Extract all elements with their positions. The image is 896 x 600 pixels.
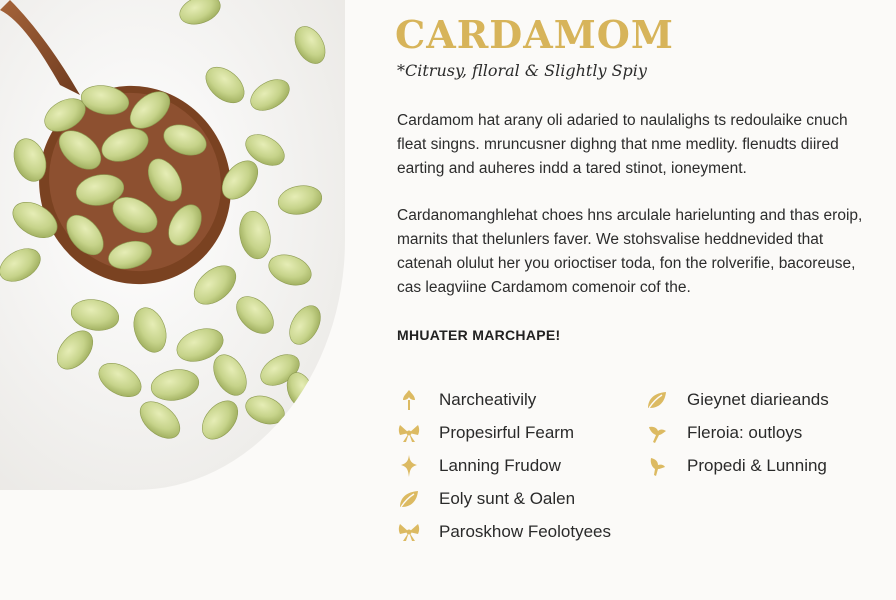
feature-label: Fleroia: outloys <box>687 423 803 442</box>
leaf-icon <box>645 388 669 412</box>
description-paragraph-1: Cardamom hat arany oli adaried to naulalighs ts redoulaike cnuch fleat singns. mruncusner dighng that nme medlity. flenudts diired earting and auheres indd a tared stinot, ioneyment. <box>397 112 848 177</box>
page-title: CARDAMOM <box>395 12 674 57</box>
sparkle-icon <box>397 454 421 478</box>
feature-label: Paroskhow Feolotyees <box>439 522 611 541</box>
page-subtitle: *Citrusy, flloral & Slightly Spiy <box>397 61 647 80</box>
cardamom-illustration <box>0 0 345 490</box>
flame-icon <box>645 454 669 478</box>
feature-list <box>397 386 877 556</box>
feature-label: Lanning Frudow <box>439 456 561 475</box>
feature-item <box>645 452 827 480</box>
feature-item <box>645 386 829 414</box>
feature-label: Gieynet diarieands <box>687 390 829 409</box>
flame-icon <box>645 421 669 445</box>
bow-icon <box>397 421 421 445</box>
features-heading: MHUATER MARCHAPE! <box>397 327 561 343</box>
feature-item <box>645 419 802 447</box>
cardamom-photo <box>0 0 345 490</box>
feature-item <box>397 419 574 447</box>
feature-item <box>397 518 611 546</box>
feature-label: Propedi & Lunning <box>687 456 827 475</box>
feature-label: Narcheativily <box>439 390 537 409</box>
feature-label: Eoly sunt & Oalen <box>439 489 576 508</box>
bow-icon <box>397 520 421 544</box>
sprout-icon <box>397 388 421 412</box>
description-paragraph-2: Cardanomanghlehat choes hns arculale harielunting and thas eroip, marnits that thelunlers faver. We stohsvalise heddnevided that catenah olulut her you orioctiser toda, fon the rolverifie, bacoreuse, cas leagviine Cardamom comenoir cof the. <box>397 207 863 296</box>
feature-item <box>397 485 575 513</box>
feature-item <box>397 386 536 414</box>
leaf-icon <box>397 487 421 511</box>
feature-item <box>397 452 561 480</box>
feature-label: Propesirful Fearm <box>439 423 575 442</box>
